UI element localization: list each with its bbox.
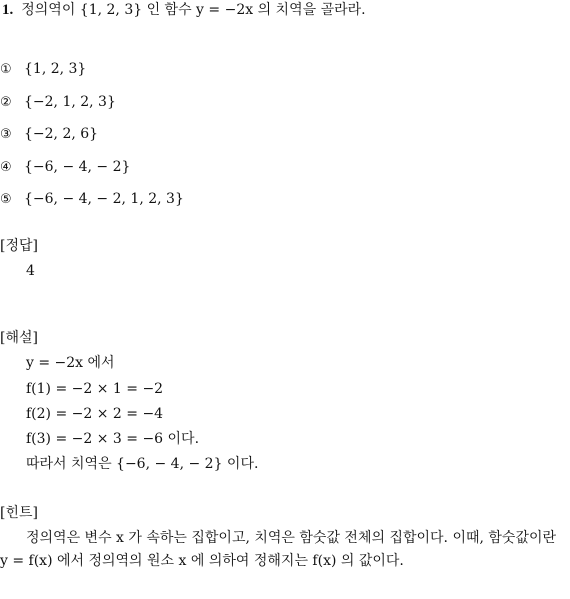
- choice-marker: ①: [0, 62, 12, 77]
- choice-item[interactable]: [0, 59, 86, 80]
- choice-marker: ②: [0, 95, 12, 110]
- choice-marker: ⑤: [0, 192, 12, 207]
- explanation-line: 따라서 치역은 {−6, − 4, − 2} 이다.: [26, 456, 259, 472]
- choice-item[interactable]: [0, 124, 98, 145]
- explanation-label: [해설]: [0, 330, 38, 346]
- explanation-line: f(2) = −2 × 2 = −4: [26, 406, 164, 422]
- choice-text: {−6, − 4, − 2}: [24, 159, 131, 175]
- choice-item[interactable]: [0, 189, 184, 210]
- explanation-line: y = −2x 에서: [26, 355, 115, 371]
- choice-text: {1, 2, 3}: [24, 61, 87, 77]
- choice-text: {−2, 1, 2, 3}: [24, 94, 116, 110]
- choice-text: {−6, − 4, − 2, 1, 2, 3}: [24, 191, 184, 207]
- hint-label: [힌트]: [0, 505, 38, 521]
- choice-text: {−2, 2, 6}: [24, 126, 99, 142]
- choice-item[interactable]: [0, 157, 130, 178]
- hint-text: 정의역은 변수 x 가 속하는 집합이고, 치역은 함숫값 전체의 집합이다. 이때, 함숫값이란 y = f(x) 에서 정의역의 원소 x 에 의하여 정해지는 f(x) 의 값이다.: [0, 530, 557, 569]
- choice-marker: ③: [0, 127, 12, 142]
- question-number: 1.: [2, 2, 14, 18]
- choice-item[interactable]: [0, 92, 116, 113]
- answer-label: [정답]: [0, 238, 38, 254]
- explanation-line: f(3) = −2 × 3 = −6 이다.: [26, 431, 200, 447]
- answer-value: 4: [26, 263, 35, 279]
- question-line: [2, 0, 366, 20]
- choice-marker: ④: [0, 160, 12, 175]
- explanation-line: f(1) = −2 × 1 = −2: [26, 381, 164, 397]
- question-text: 정의역이 {1, 2, 3} 인 함수 y = −2x 의 치역을 골라라.: [21, 2, 366, 18]
